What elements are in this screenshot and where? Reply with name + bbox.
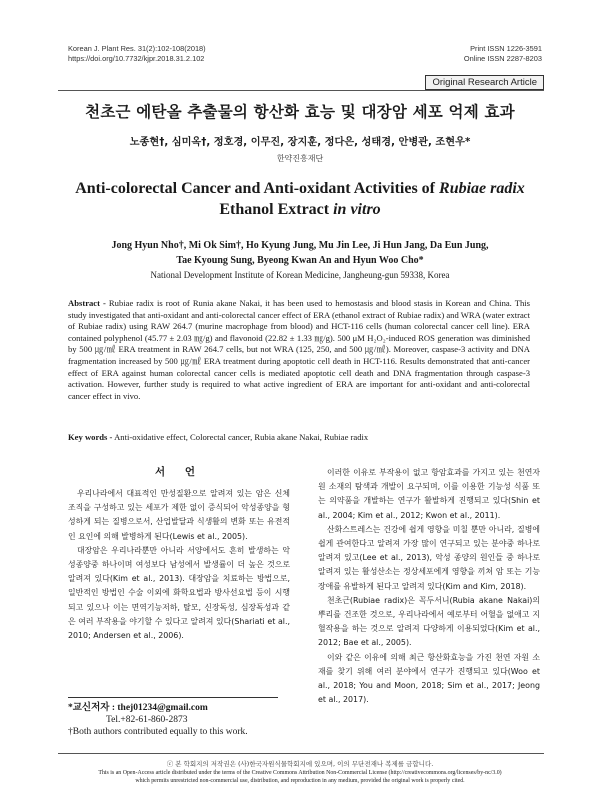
license-line-1: This is an Open-Access article distributed under the terms of the Creative Commons Attribution Non-Commercial License (http://creativecommons.org/licenses/by-nc/3.0)	[98, 770, 502, 776]
issn-header	[464, 44, 542, 64]
corresponding-author-tel: Tel.+82-61-860-2873	[106, 715, 188, 725]
correspondence	[68, 697, 290, 738]
korean-title: 천초근 에탄올 추출물의 항산화 효능 및 대장암 세포 억제 효과	[85, 103, 515, 121]
keywords	[68, 432, 530, 443]
equal-contribution-note: †Both authors contributed equally to this work.	[68, 727, 248, 737]
english-authors-line1: Jong Hyun Nho†, Mi Ok Sim†, Ho Kyung Jung, Mu Jin Lee, Ji Hun Jang, Da Eun Jung,	[111, 240, 489, 251]
print-issn: Print ISSN 1226-3591	[470, 44, 542, 53]
keywords-text: Anti-oxidative effect, Colorectal cancer, Rubia akane Nakai, Rubiae radix	[114, 432, 369, 442]
korean-affiliation: 한약진흥재단	[276, 154, 324, 163]
right-paragraph-1: 이러한 이유로 부작용이 없고 항암효과를 가지고 있는 천연자원 소재의 탐색과 개발이 요구되며, 이를 이용한 기능성 식품 또는 의약품을 개발하는 연구가 활발하게 진행되고 있다(Shin et al., 2004; Kim et al., 2012; Kwon et al., 2011).	[318, 468, 540, 520]
left-column	[68, 487, 290, 643]
left-paragraph-1: 우리나라에서 대표적인 만성질환으로 알려져 있는 암은 신체 조직을 구성하고 있는 세포가 제한 없이 증식되어 악성종양을 형성하게 되는 질병으로서, 산업발달과 식생활의 변화 또는 유전적인 요인에 의해 발병하게 된다(Lewis et al., 2005).	[68, 489, 290, 541]
license-line-2: which permits unrestricted non-commercial use, distribution, and reproduction in any medium, provided the original work is properly cited.	[135, 777, 465, 784]
keywords-label: Key words -	[68, 432, 113, 442]
right-paragraph-2: 산화스트레스는 건강에 쉽게 영향을 미칠 뿐만 아니라, 질병에 쉽게 관여한다고 알려져 가장 많이 연구되고 있는 분야중 하나로 알려져 있고(Lee et al., 2013), 악성 종양의 원인들 중 하나로 알려져 있는 활성산소는 정상세포에게 영향을 끼쳐 암 또는 기능장애를 유발하게 된다고 알려져 있다(Kim and Kim, 2018).	[318, 524, 540, 591]
doi-link[interactable]: https://doi.org/10.7732/kjpr.2018.31.2.102	[68, 54, 205, 63]
correspondence-divider	[68, 697, 278, 698]
english-title-line2: Ethanol Extract	[219, 201, 330, 218]
korean-authors: 노종현†, 심미옥†, 정호경, 이무진, 장지훈, 정다은, 성태경, 안병관, 조현우*	[129, 137, 471, 148]
license-footer	[0, 770, 600, 785]
english-authors	[70, 238, 530, 268]
left-paragraph-2: 대장암은 우리나라뿐만 아니라 서양에서도 흔히 발생하는 악성종양중 하나이며 여성보다 남성에서 발생률이 더 높은 것으로 알려져 있다(Kim et al., 2013). 대장암을 치료하는 방법으로, 일반적인 방법인 수술 이외에 화학요법과 방사선요법 등이 시행되고 있으나 이는 면역기능저하, 탈모, 신장독성, 심장독성과 같은 여러 부작용을 야기할 수 있다고 알려져 있다(Shariati et al., 2010; Andersen et al., 2006).	[68, 545, 290, 641]
section-heading: 서 언	[155, 466, 203, 478]
english-title-italic2: in vitro	[333, 201, 381, 218]
english-authors-line2: Tae Kyoung Sung, Byeong Kwan An and Hyun Woo Cho*	[176, 255, 424, 266]
journal-header	[68, 44, 206, 64]
english-title-italic1: Rubiae radix	[439, 180, 525, 197]
corresponding-author-email[interactable]: *교신저자 : thej01234@gmail.com	[68, 703, 208, 713]
english-title	[70, 178, 530, 220]
english-title-line1: Anti-colorectal Cancer and Anti-oxidant Activities of	[75, 180, 436, 197]
copyright-notice: ⓒ 본 학회지의 저작권은 (사)한국자원식물학회지에 있으며, 이의 무단전재나 복제를 금합니다.	[166, 760, 434, 768]
header-divider	[58, 90, 544, 91]
right-column	[318, 466, 540, 707]
journal-citation: Korean J. Plant Res. 31(2):102-108(2018)	[68, 44, 206, 53]
abstract-text: Rubiae radix is root of Runia akane Nakai, it has been used to hemostasis and blood stasis in Korean and China. This study investigated that anti-oxidant and anti-colorectal cancer effect of ERA (ethanol extract of Rubiae radix) and WRA (water extract of Rubiae radix) using RAW 264.7 (murine macrophage from blood) and HCT-116 cells (human colorectal cancer cell line). ERA contained polyphenol (45.77 ± 2.03 ㎎/g) and flavonoid (22.82 ± 1.33 ㎎/g). 500 μM H₂O₂-induced ROS generation was diminished by 500 ㎍/㎖ ERA treatment in RAW 264.7 cells, but not WRA (125, 250, and 500 ㎍/㎖). Moreover, caspase-3 activity and DNA fragmentation increased by 500 ㎍/㎖ ERA treatment during apoptotic cell death in HCT-116. Results demonstrated that anti-cancer effect of ERA against human colorectal cancer cells is mediated apoptotic cell death and DNA fragmentation through caspase-3 activation. However, further study is required to what active ingredient of ERA are important for anti-oxidant and anti-colorectal cancer effect in vivo.	[68, 298, 530, 401]
abstract-label: Abstract -	[68, 298, 106, 308]
online-issn: Online ISSN 2287-8203	[463, 54, 542, 63]
english-affiliation: National Development Institute of Korean Medicine, Jangheung-gun 59338, Korea	[150, 270, 450, 280]
right-paragraph-4: 이와 같은 이유에 의해 최근 항산화효능을 가진 천연 자원 소재를 찾기 위해 여러 분야에서 연구가 진행되고 있다(Woo et al., 2018; You and Moon, 2018; Sim et al., 2017; Jeong et al., 2017).	[318, 652, 540, 705]
right-paragraph-3: 천초근(Rubiae radix)은 꼭두서니(Rubia akane Nakai)의 뿌리를 건조한 것으로, 우리나라에서 예로부터 어혈을 없애고 지혈작용을 하는 것으로 알려져 다양하게 이용되었다(Kim et al., 2012; Bae et al., 2005).	[318, 595, 540, 648]
article-type-badge: Original Research Article	[425, 75, 544, 90]
abstract	[68, 298, 530, 402]
footer-divider	[58, 753, 544, 754]
